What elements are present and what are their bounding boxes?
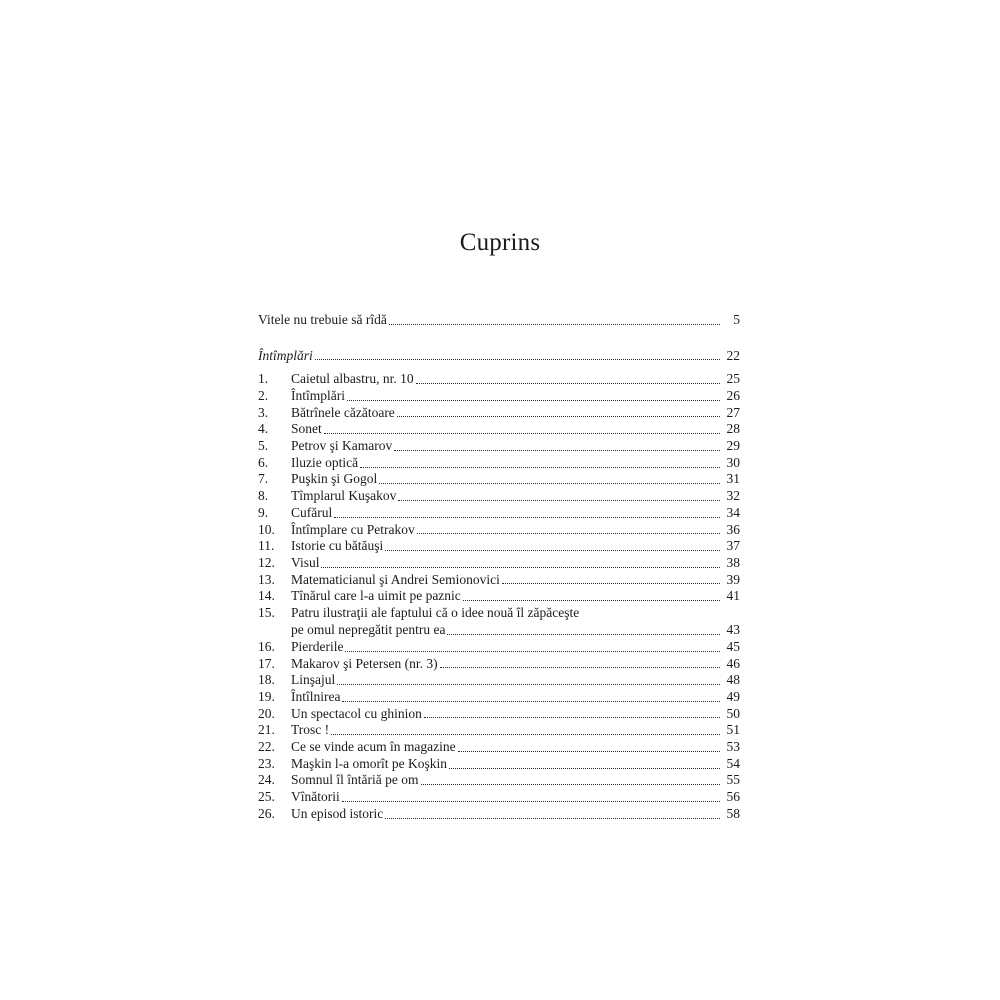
toc-entry-label: Matematicianul şi Andrei Semionovici bbox=[291, 571, 500, 587]
dot-leader bbox=[385, 818, 720, 819]
toc-entry bbox=[258, 605, 740, 622]
toc-entry-label: Cufărul bbox=[291, 504, 333, 520]
toc-entry bbox=[258, 789, 740, 806]
toc-entry-page: 36 bbox=[726, 521, 740, 537]
dot-leader bbox=[440, 667, 720, 668]
toc-entry-number: 3. bbox=[258, 404, 269, 420]
toc-entry-number: 18. bbox=[258, 672, 275, 688]
toc-entry-number: 7. bbox=[258, 471, 269, 487]
toc-section-heading bbox=[258, 348, 740, 365]
toc-entry bbox=[258, 472, 740, 489]
dot-leader bbox=[342, 801, 720, 802]
toc-entry-number: 23. bbox=[258, 755, 275, 771]
dot-leader bbox=[385, 550, 720, 551]
toc-entry-label: Visul bbox=[291, 554, 320, 570]
toc-item-list bbox=[258, 371, 740, 822]
dot-leader bbox=[337, 684, 720, 685]
dot-leader bbox=[389, 324, 720, 325]
table-of-contents bbox=[258, 312, 740, 823]
toc-entry-label: Un spectacol cu ghinion bbox=[291, 705, 422, 721]
dot-leader bbox=[342, 701, 720, 702]
dot-leader bbox=[321, 567, 720, 568]
toc-entry bbox=[258, 505, 740, 522]
toc-entry-page: 54 bbox=[726, 755, 740, 771]
toc-entry-label: Tîmplarul Kuşakov bbox=[291, 488, 397, 504]
toc-entry bbox=[258, 572, 740, 589]
toc-entry-label-continued: pe omul nepregătit pentru ea bbox=[291, 622, 446, 638]
toc-entry bbox=[258, 455, 740, 472]
toc-entry-page: 39 bbox=[726, 571, 740, 587]
toc-entry-number: 13. bbox=[258, 571, 275, 587]
dot-leader bbox=[458, 751, 720, 752]
toc-entry-number: 22. bbox=[258, 739, 275, 755]
toc-entry-label: Istorie cu bătăuşi bbox=[291, 538, 384, 554]
dot-leader bbox=[334, 517, 720, 518]
toc-entry-label: Caietul albastru, nr. 10 bbox=[291, 371, 414, 387]
toc-entry-number: 9. bbox=[258, 504, 269, 520]
toc-entry-label: Linşajul bbox=[291, 672, 336, 688]
toc-entry-page: 29 bbox=[726, 438, 740, 454]
toc-entry-page: 43 bbox=[726, 622, 740, 638]
toc-entry-label: Ce se vinde acum în magazine bbox=[291, 739, 456, 755]
toc-entry-label: Somnul îl întăriă pe om bbox=[291, 772, 419, 788]
toc-entry-page: 46 bbox=[726, 655, 740, 671]
toc-entry-number: 20. bbox=[258, 705, 275, 721]
toc-entry bbox=[258, 421, 740, 438]
toc-entry-number: 17. bbox=[258, 655, 275, 671]
page-title: Cuprins bbox=[459, 229, 541, 256]
toc-entry-page: 25 bbox=[726, 371, 740, 387]
toc-entry-page: 53 bbox=[726, 739, 740, 755]
toc-entry-label: Vitele nu trebuie să rîdă bbox=[258, 311, 387, 327]
toc-entry-page: 26 bbox=[726, 388, 740, 404]
toc-entry-label: Petrov şi Kamarov bbox=[291, 438, 393, 454]
toc-entry-page: 45 bbox=[726, 638, 740, 654]
dot-leader bbox=[397, 416, 720, 417]
toc-entry-number: 16. bbox=[258, 638, 275, 654]
dot-leader bbox=[502, 583, 720, 584]
dot-leader bbox=[379, 483, 720, 484]
toc-entry-number: 1. bbox=[258, 371, 269, 387]
dot-leader bbox=[449, 768, 720, 769]
toc-entry-number: 4. bbox=[258, 421, 269, 437]
toc-entry-page: 49 bbox=[726, 689, 740, 705]
toc-entry-page: 34 bbox=[726, 504, 740, 520]
toc-entry-number: 25. bbox=[258, 789, 275, 805]
toc-entry-label: Trosc ! bbox=[291, 722, 330, 738]
toc-entry-number: 5. bbox=[258, 438, 269, 454]
toc-entry-page: 28 bbox=[726, 421, 740, 437]
toc-entry-number: 11. bbox=[258, 538, 275, 554]
toc-entry-label: Vînătorii bbox=[291, 789, 340, 805]
toc-entry-page: 5 bbox=[733, 311, 740, 327]
toc-entry-page: 51 bbox=[726, 722, 740, 738]
toc-entry-number: 8. bbox=[258, 488, 269, 504]
toc-entry-page: 31 bbox=[726, 471, 740, 487]
dot-leader bbox=[315, 359, 720, 360]
toc-entry bbox=[258, 555, 740, 572]
toc-entry bbox=[258, 405, 740, 422]
toc-entry-label: Maşkin l-a omorît pe Koşkin bbox=[291, 755, 447, 771]
toc-entry bbox=[258, 689, 740, 706]
toc-entry bbox=[258, 371, 740, 388]
toc-entry-number: 19. bbox=[258, 689, 275, 705]
dot-leader bbox=[398, 500, 720, 501]
toc-entry bbox=[258, 722, 740, 739]
toc-entry-label: Tînărul care l-a uimit pe paznic bbox=[291, 588, 461, 604]
toc-entry-number: 15. bbox=[258, 605, 275, 621]
toc-entry bbox=[258, 639, 740, 656]
toc-entry-page: 30 bbox=[726, 454, 740, 470]
toc-entry-number: 10. bbox=[258, 521, 275, 537]
toc-entry-label: Bătrînele căzătoare bbox=[291, 404, 395, 420]
toc-entry-number: 21. bbox=[258, 722, 275, 738]
toc-entry-number: 6. bbox=[258, 454, 269, 470]
toc-entry-label: Întîlnirea bbox=[291, 689, 341, 705]
toc-entry-page: 48 bbox=[726, 672, 740, 688]
toc-entry-label: Întîmplări bbox=[291, 388, 345, 404]
dot-leader bbox=[324, 433, 720, 434]
toc-entry-label: Pierderile bbox=[291, 638, 344, 654]
dot-leader bbox=[331, 734, 720, 735]
toc-entry bbox=[258, 756, 740, 773]
toc-entry bbox=[258, 773, 740, 790]
toc-entry-page: 32 bbox=[726, 488, 740, 504]
dot-leader bbox=[424, 717, 720, 718]
toc-entry-number: 12. bbox=[258, 554, 275, 570]
toc-entry-page: 58 bbox=[726, 805, 740, 821]
toc-entry-page: 41 bbox=[726, 588, 740, 604]
toc-entry-label: Iluzie optică bbox=[291, 454, 359, 470]
toc-entry bbox=[258, 656, 740, 673]
dot-leader bbox=[360, 467, 720, 468]
toc-entry bbox=[258, 706, 740, 723]
toc-section-page: 22 bbox=[726, 347, 740, 363]
toc-entry bbox=[258, 522, 740, 539]
toc-entry-number: 2. bbox=[258, 388, 269, 404]
toc-entry-continuation bbox=[258, 622, 740, 639]
toc-entry bbox=[258, 438, 740, 455]
toc-entry-label: Patru ilustraţii ale faptului că o idee nouă îl zăpăceşte bbox=[291, 605, 580, 621]
toc-section-label: Întîmplări bbox=[258, 347, 313, 363]
toc-entry bbox=[258, 588, 740, 605]
toc-entry-label: Puşkin şi Gogol bbox=[291, 471, 378, 487]
toc-entry bbox=[258, 672, 740, 689]
toc-entry bbox=[258, 388, 740, 405]
dot-leader bbox=[421, 784, 721, 785]
dot-leader bbox=[417, 533, 720, 534]
toc-entry bbox=[258, 488, 740, 505]
toc-entry-label: Un episod istoric bbox=[291, 805, 384, 821]
toc-entry-page: 38 bbox=[726, 554, 740, 570]
dot-leader bbox=[394, 450, 720, 451]
dot-leader bbox=[347, 400, 720, 401]
dot-leader bbox=[463, 600, 720, 601]
toc-entry-label: Makarov şi Petersen (nr. 3) bbox=[291, 655, 438, 671]
toc-entry-intro bbox=[258, 312, 740, 329]
toc-entry-page: 56 bbox=[726, 789, 740, 805]
toc-entry-number: 26. bbox=[258, 805, 275, 821]
toc-entry-page: 27 bbox=[726, 404, 740, 420]
dot-leader bbox=[345, 651, 720, 652]
dot-leader bbox=[416, 383, 720, 384]
toc-entry bbox=[258, 806, 740, 823]
toc-entry-page: 50 bbox=[726, 705, 740, 721]
dot-leader bbox=[447, 634, 720, 635]
toc-entry-number: 24. bbox=[258, 772, 275, 788]
toc-entry-label: Întîmplare cu Petrakov bbox=[291, 521, 415, 537]
toc-entry-number: 14. bbox=[258, 588, 275, 604]
toc-entry-page: 55 bbox=[726, 772, 740, 788]
toc-entry-label: Sonet bbox=[291, 421, 322, 437]
toc-entry bbox=[258, 538, 740, 555]
toc-entry bbox=[258, 739, 740, 756]
toc-entry-page: 37 bbox=[726, 538, 740, 554]
